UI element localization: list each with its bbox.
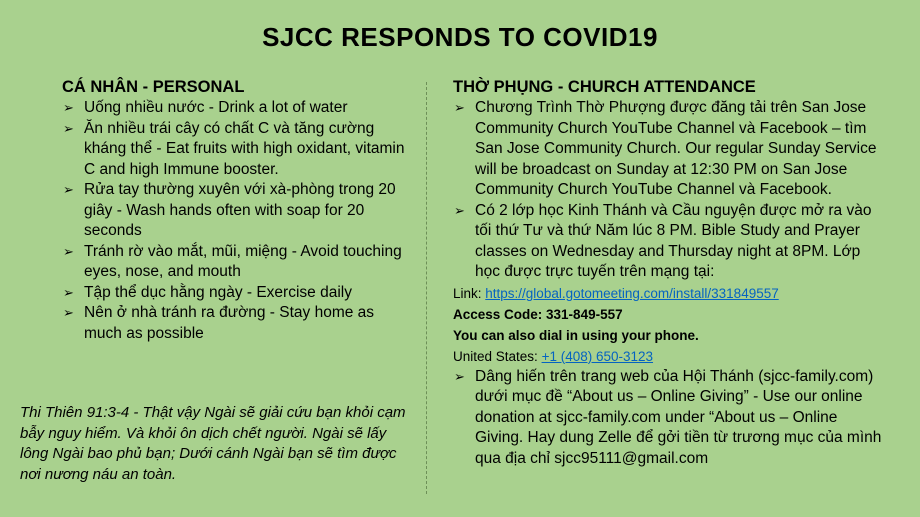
church-heading: THỜ PHỤNG - CHURCH ATTENDANCE	[453, 78, 756, 96]
scripture-quote: Thi Thiên 91:3-4 - Thật vậy Ngài sẽ giải cứu bạn khỏi cạm bẫy nguy hiểm. Và khỏi ôn dịch chết người. Ngài sẽ lấy lông Ngài bao phủ bạn; Dưới cánh Ngài bạn sẽ tìm được nơi nương náu an toàn.	[20, 404, 406, 483]
list-item	[62, 242, 407, 283]
list-item	[62, 303, 407, 344]
meeting-link[interactable]: https://global.gotomeeting.com/install/331849557	[485, 285, 779, 301]
column-divider	[426, 82, 427, 494]
personal-heading: CÁ NHÂN - PERSONAL	[62, 78, 245, 96]
arrow-bullet-icon: ➢	[454, 100, 465, 115]
list-item-text: Tránh rờ vào mắt, mũi, miệng - Avoid touching eyes, nose, and mouth	[84, 242, 402, 280]
list-item-text: Nên ở nhà tránh ra đường - Stay home as much as possible	[84, 304, 375, 342]
list-item-text: Tập thể dục hằng ngày - Exercise daily	[84, 283, 352, 301]
arrow-bullet-icon: ➢	[63, 305, 74, 320]
list-item-text: Ăn nhiều trái cây có chất C và tăng cường kháng thể - Eat fruits with high oxidant, vitamin C and high Immune booster.	[84, 119, 405, 178]
arrow-bullet-icon: ➢	[63, 243, 74, 259]
list-item	[453, 367, 888, 470]
personal-section	[62, 78, 407, 344]
phone-label: United States:	[453, 348, 542, 364]
arrow-bullet-icon: ➢	[63, 284, 74, 300]
page-title: SJCC RESPONDS TO COVID19	[262, 22, 658, 52]
giving-list	[453, 367, 888, 470]
list-item-text: Chương Trình Thờ Phượng được đăng tải trên San Jose Community Church YouTube Channel và Facebook – tìm San Jose Community Church. Our regular Sunday Service will be broadcast on Sunday at 12:30 PM on San Jose Community Church YouTube Channel và Facebook.	[475, 99, 877, 198]
church-list	[453, 98, 888, 283]
list-item	[453, 201, 888, 283]
church-section	[453, 78, 888, 469]
list-item	[62, 119, 407, 181]
arrow-bullet-icon: ➢	[63, 182, 74, 197]
phone-line	[453, 346, 888, 367]
list-item-text: Có 2 lớp học Kinh Thánh và Cầu nguyện được mở ra vào tối thứ Tư và thứ Năm lúc 8 PM. Bible Study and Prayer classes on Wednesday and Thursday night at 8PM. Lớp học được trực tuyến trên mạng tại:	[475, 201, 872, 280]
arrow-bullet-icon: ➢	[454, 202, 465, 218]
access-code: Access Code: 331-849-557	[453, 306, 623, 322]
link-label: Link:	[453, 285, 486, 301]
list-item	[453, 98, 888, 201]
list-item-text: Uống nhiều nước - Drink a lot of water	[84, 99, 348, 116]
meeting-link-line	[453, 283, 888, 304]
phone-link[interactable]: +1 (408) 650-3123	[541, 348, 654, 364]
list-item-text: Rửa tay thường xuyên với xà-phòng trong 20 giây - Wash hands often with soap for 20 seconds	[84, 181, 396, 239]
list-item	[62, 180, 407, 242]
arrow-bullet-icon: ➢	[63, 100, 74, 115]
arrow-bullet-icon: ➢	[63, 120, 74, 136]
personal-list	[62, 98, 407, 344]
list-item-text: Dâng hiến trên trang web của Hội Thánh (sjcc-family.com) dưới mục đề “About us – Online Giving” - Use our online donation at sjcc-family.com under “About us – Online Giving. Hay dung Zelle để gởi tiền từ trương mục của mình qua địa chỉ sjcc95111@gmail.com	[475, 367, 882, 467]
list-item	[62, 98, 407, 119]
dial-in-text: You can also dial in using your phone.	[453, 327, 699, 343]
arrow-bullet-icon: ➢	[454, 368, 465, 384]
list-item	[62, 283, 407, 304]
